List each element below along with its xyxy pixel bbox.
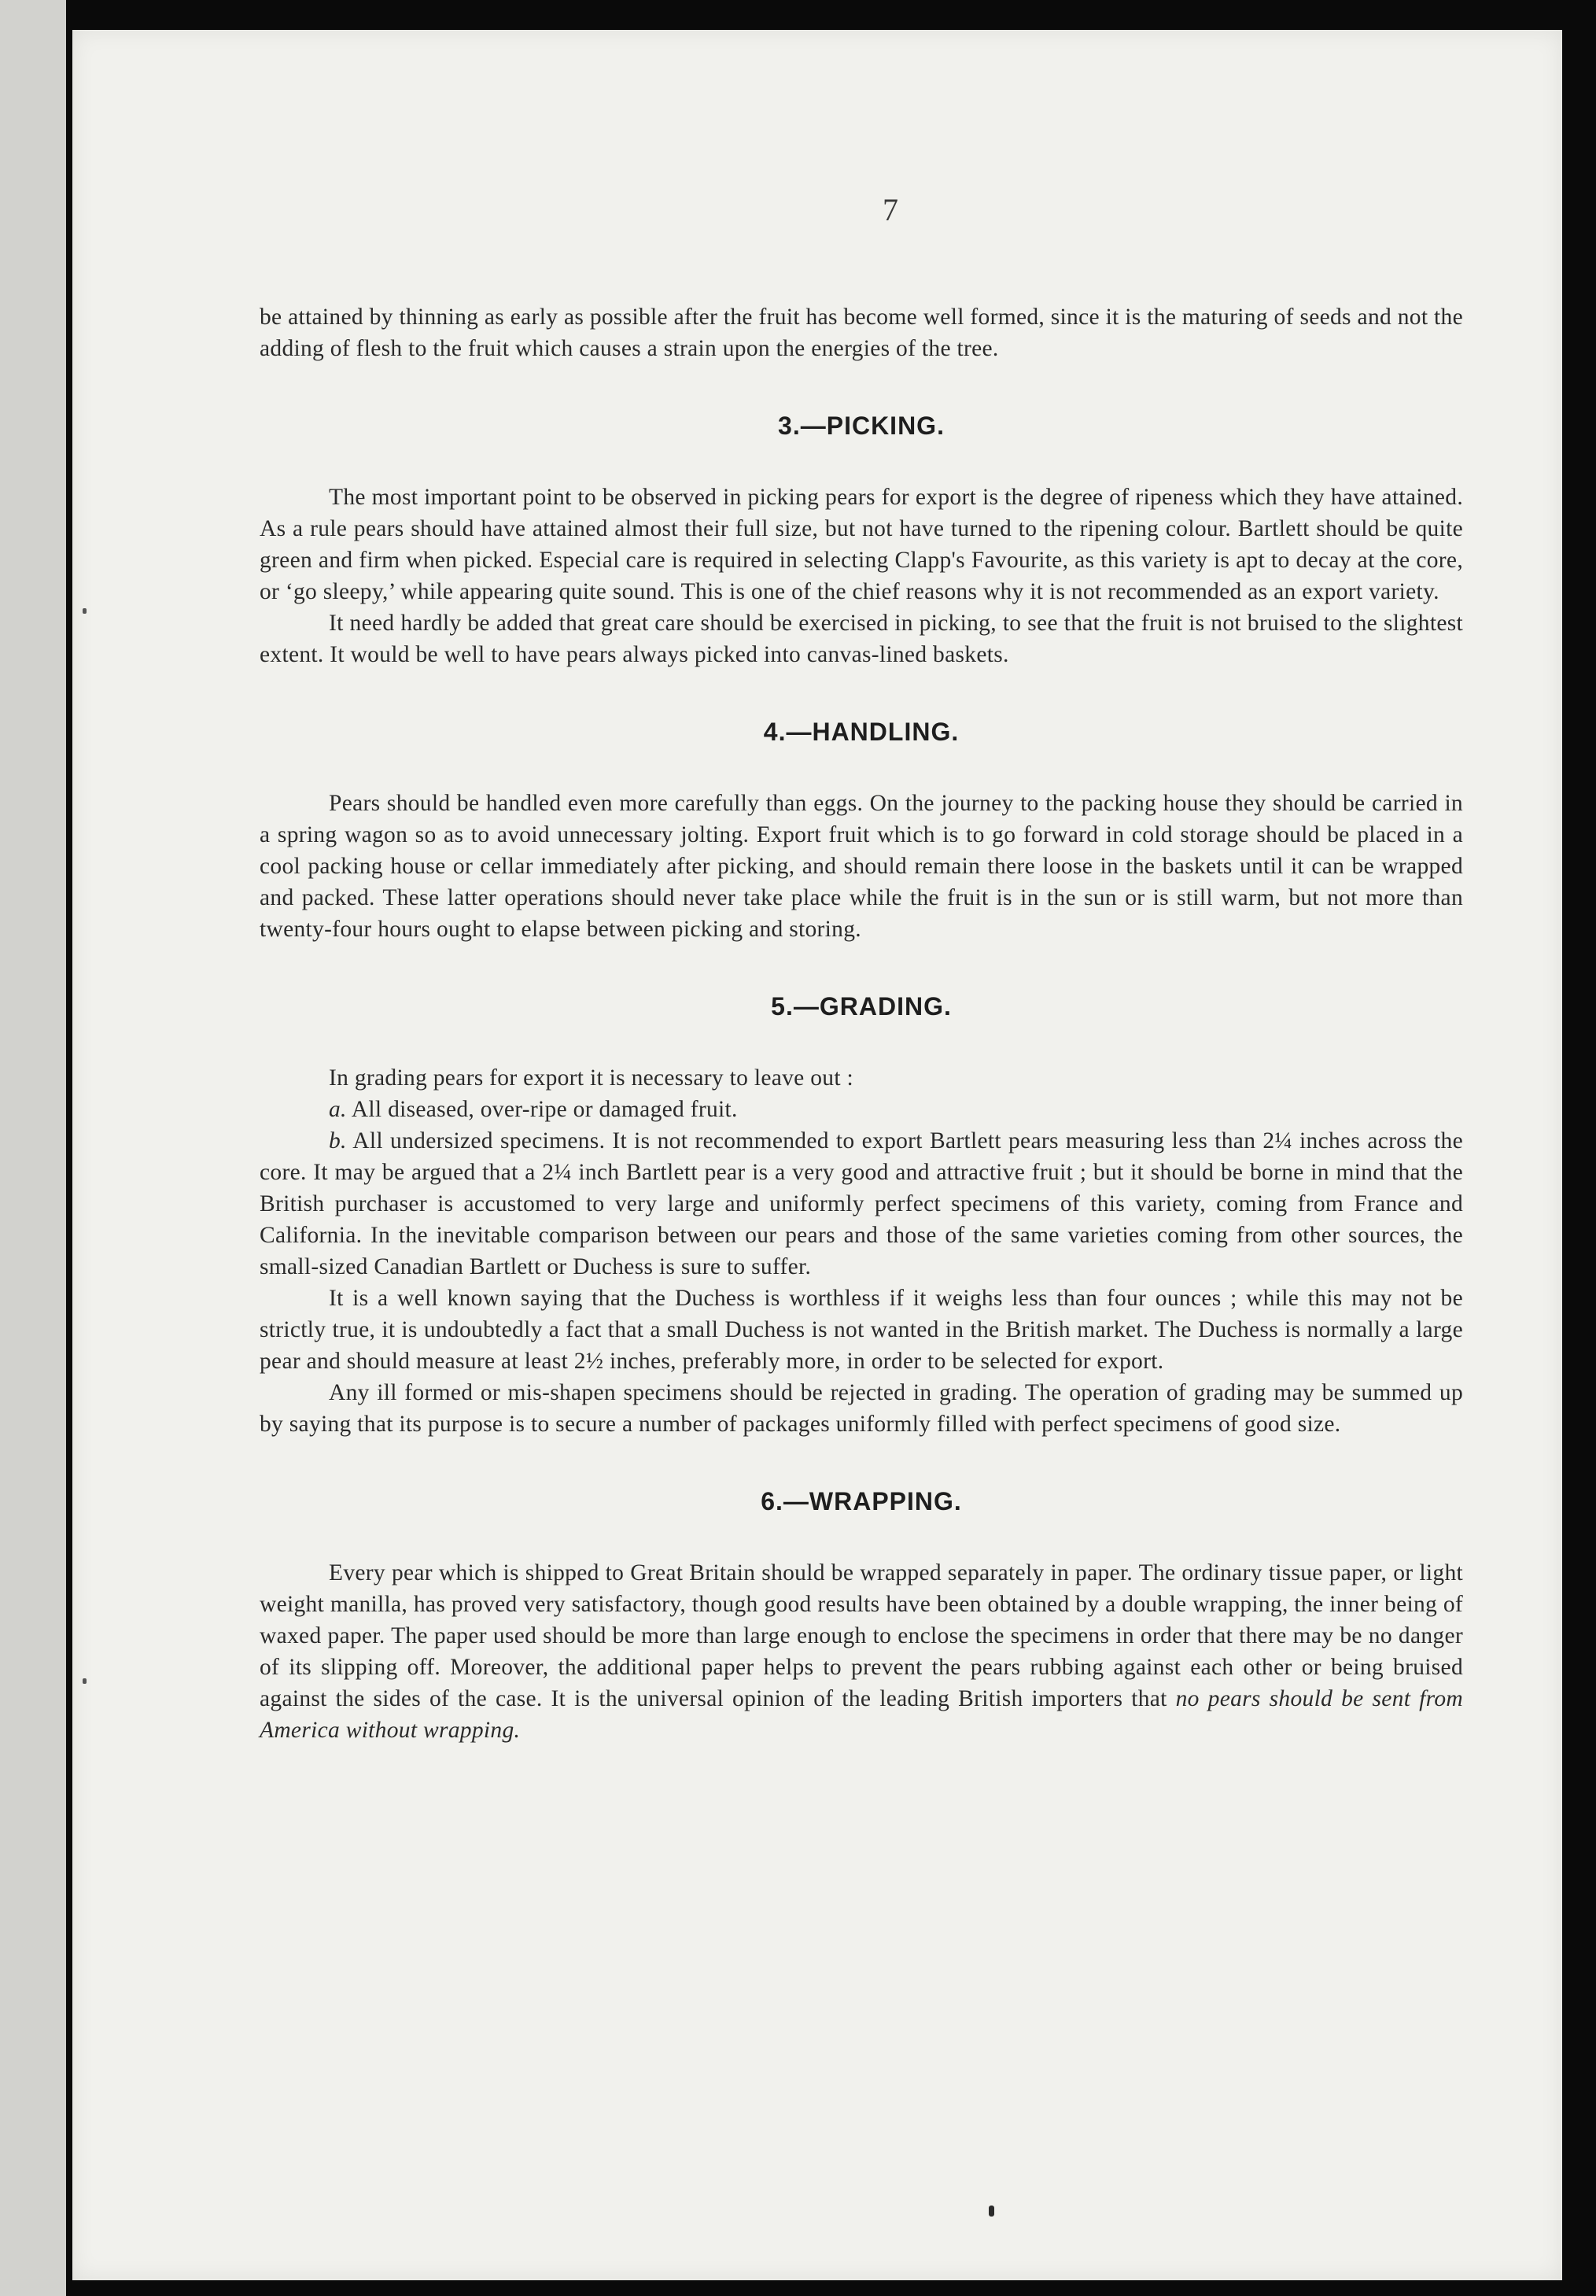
margin-speck — [83, 608, 87, 614]
wrapping-text: Every pear which is shipped to Great Britain should be wrapped separately in paper. The ordinary tissue paper, or light weight manilla, has proved very satisfactory, though good results have been obtained by a double wrapping, the inner being of waxed paper. The paper used should be more than large enough to enclose the specimens in order that there may be no danger of its slipping off. Moreover, the additional paper helps to prevent the pears rubbing against each other or being bruised against the sides of the case. It is the universal opinion of the leading British importers that — [260, 1560, 1463, 1711]
list-marker: b. — [329, 1128, 347, 1154]
grading-paragraph-2: Any ill formed or mis-shapen specimens should be rejected in grading. The operation of grading may be summed up by saying that its purpose is to secure a number of packages uniformly filled with perfect specimens of good size. — [260, 1380, 1463, 1437]
handling-paragraph: Pears should be handled even more carefully than eggs. On the journey to the packing house they should be carried in a spring wagon so as to avoid unnecessary jolting. Export fruit which is to go forward in cold storage should be placed in a cool packing house or cellar immediately after picking, and should remain there loose in the baskets until it can be wrapped and packed. These latter operations should never take place while the fruit is in the sun or is still warm, but not more than twenty-four hours ought to elapse between picking and storing. — [260, 791, 1463, 942]
grading-list-item-a — [260, 1094, 1463, 1125]
margin-speck — [83, 1678, 87, 1684]
section-heading-handling: 4.—HANDLING. — [763, 718, 960, 746]
wrapping-paragraph — [260, 1557, 1463, 1746]
grading-intro: In grading pears for export it is necessary to leave out : — [329, 1065, 854, 1091]
document-page — [72, 30, 1562, 2280]
adjacent-page-edge — [0, 0, 66, 2296]
intro-paragraph: be attained by thinning as early as possible after the fruit has become well formed, since it is the maturing of seeds and not the adding of flesh to the fruit which causes a strain upon the energies of the tree. — [260, 305, 1463, 361]
section-heading-grading: 5.—GRADING. — [771, 992, 952, 1021]
list-item-text: All diseased, over-ripe or damaged fruit. — [351, 1097, 738, 1122]
list-marker: a. — [329, 1097, 347, 1122]
wrapping-italic-ending: no pears should be sent from America without wrapping. — [260, 1686, 1463, 1743]
page-number: 7 — [883, 192, 898, 227]
section-heading-wrapping: 6.—WRAPPING. — [761, 1487, 962, 1515]
page-body — [260, 301, 1463, 1746]
picking-paragraph-1: The most important point to be observed in picking pears for export is the degree of ripeness which they have attained. As a rule pears should have attained almost their full size, but not have turned to the ripening colour. Bartlett should be quite green and firm when picked. Especial care is required in selecting Clapp's Favourite, as this variety is apt to decay at the core, or ‘go sleepy,’ while appearing quite sound. This is one of the chief reasons why it is not recommended as an export variety. — [260, 485, 1463, 604]
bottom-speck — [989, 2206, 994, 2217]
picking-paragraph-2: It need hardly be added that great care should be exercised in picking, to see that the fruit is not bruised to the slightest extent. It would be well to have pears always picked into canvas-lined baskets. — [260, 611, 1463, 667]
section-heading-picking: 3.—PICKING. — [778, 412, 945, 440]
list-item-text: All undersized specimens. It is not recommended to export Bartlett pears measuring less than 2¼ inches across the core. It may be argued that a 2¼ inch Bartlett pear is a very good and attractive fruit ; but it should be borne in mind that the British purchaser is accustomed to very large and uniformly perfect specimens of this variety, coming from France and California. In the inevitable comparison between our pears and those of the same varieties coming from other sources, the small-sized Canadian Bartlett or Duchess is sure to suffer. — [260, 1128, 1463, 1279]
grading-paragraph-1: It is a well known saying that the Duchess is worthless if it weighs less than four ounces ; while this may not be strictly true, it is undoubtedly a fact that a small Duchess is not wanted in the British market. The Duchess is normally a large pear and should measure at least 2½ inches, preferably more, in order to be selected for export. — [260, 1286, 1463, 1374]
grading-list-item-b — [260, 1125, 1463, 1283]
